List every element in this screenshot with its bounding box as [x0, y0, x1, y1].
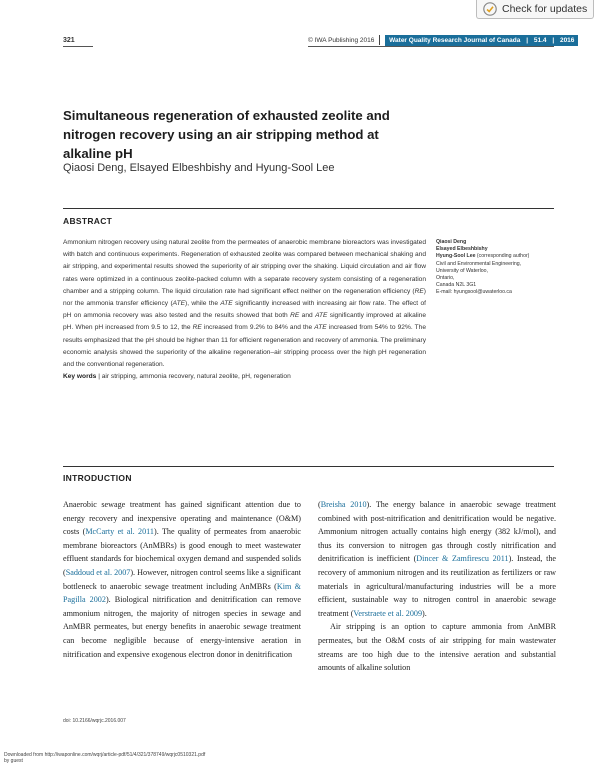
body-text: Anaerobic sewage treatment has gained significant attention due to energy recovery and inexpensive operating and maintenance (O&M) costs (	[63, 500, 301, 537]
citation-link[interactable]: Verstraete et al. 2009	[353, 608, 423, 618]
affil-name-1: Qiaosi Deng	[436, 239, 467, 245]
body-text: ). However, nitrogen control seems like a significant bottleneck to anaerobic sewage treatment including AnMBRs (	[63, 567, 301, 591]
abstract-part: ) nor the ammonia transfer efficiency (	[63, 287, 426, 308]
affil-postal: Canada N2L 3G1	[436, 282, 477, 289]
author-list: Qiaosi Deng, Elsayed Elbeshbishy and Hyung-Sool Lee	[63, 162, 335, 174]
header-rule-right	[308, 46, 554, 47]
body-text: ). Instead, the recovery of ammonium nitrogen and its reutilization as fertilizers or raw materials in agricultural/manufacturing industries will be a more efficient, sustainable way to nitrogen control in anaerobic sewage treatment (	[318, 554, 557, 618]
citation-link[interactable]: Breisha 2010	[320, 500, 367, 509]
abstract-part: increased from 54% to 92%. The results emphasized that the pH should be higher than 11 for efficient regeneration and recovery of ammonia. The preliminary economic analysis showed the superiority of the alkaline regeneration–air stripping process over the high pH regeneration and the conventional regeneration.	[63, 324, 427, 369]
affil-email[interactable]: E-mail: hyungsool@uwaterloo.ca	[436, 289, 512, 296]
affil-province: Ontario,	[436, 275, 455, 282]
citation-link[interactable]: Saddoud et al. 2007	[65, 567, 131, 577]
abstract-term: ATE	[315, 312, 328, 320]
citation-link[interactable]: McCarty et al. 2011	[85, 527, 154, 537]
abstract-part: Ammonium nitrogen recovery using natural zeolite from the permeates of anaerobic membrane bioreactors was investigated with batch and continuous experiments. Regeneration of exhausted zeolite was compared between mechanical shaking and air stripping, and experimental results showed the superiority of air stripping over the shaking. Liquid circulation and air flow rates were optimized in a continuous zeolite-packed column with a separate recovery system consisting of a regeneration chamber and a stripping column. The liquid circulation rate had significant effect neither on the regeneration efficiency (	[63, 239, 426, 295]
abstract-term: RE	[290, 312, 300, 320]
body-column-left	[63, 498, 301, 661]
citation-link[interactable]: Dincer & Zamfirescu 2011	[416, 554, 509, 564]
abstract-text	[63, 237, 426, 383]
check-for-updates-button[interactable]	[476, 0, 594, 19]
download-line-1: Downloaded from http://iwaponline.com/wqrj/article-pdf/51/4/321/378749/wqrjc0510321.pdf	[4, 752, 206, 758]
keywords	[63, 371, 426, 383]
journal-title: Water Quality Research Journal of Canada	[389, 36, 521, 44]
copyright-text: © IWA Publishing 2016	[308, 36, 375, 44]
journal-volume: 51.4	[533, 36, 547, 44]
abstract-term: ATE	[172, 300, 185, 308]
affil-name-2: Elsayed Elbeshbishy	[436, 246, 488, 253]
check-for-updates-icon	[483, 2, 497, 16]
abstract-part: significantly improved at alkaline pH. When pH increased from 9.5 to 12, the	[63, 312, 427, 332]
author-affiliation	[436, 239, 556, 297]
keywords-label: Key words	[63, 373, 97, 381]
abstract-rule	[63, 208, 554, 209]
citation-link[interactable]: Kim & Pagilla 2002	[63, 581, 302, 605]
download-line-2: by guest	[4, 758, 23, 764]
abstract-term: ATE	[314, 324, 327, 332]
body-paragraph: Air stripping is an option to capture ammonia from AnMBR permeates, but the O&M costs of air stripping for main wastewater streams are too high due to the intensive aeration and substantial amounts of alkaline solution	[318, 622, 556, 673]
abstract-heading: ABSTRACT	[63, 216, 113, 226]
journal-name: Water Quality Research Journal of Canada | 51.4 | 2016	[385, 35, 578, 46]
abstract-term: RE	[192, 324, 202, 332]
corresponding-note: (corresponding author)	[475, 253, 530, 260]
article-title: Simultaneous regeneration of exhausted zeolite and nitrogen recovery using an air stripping method at alkaline pH	[63, 108, 390, 161]
affil-university: University of Waterloo,	[436, 267, 488, 274]
body-text: ). The quality of permeates from anaerobic membrane bioreactors (AnMBRs) is good enough to meet wastewater effluent standards for biochemical oxygen demand and suspended solids (	[63, 527, 302, 577]
header-divider	[379, 35, 380, 45]
page-number: 321	[63, 37, 75, 44]
introduction-rule	[63, 466, 554, 467]
abstract-term: ATE	[220, 300, 233, 308]
keywords-list: | air stripping, ammonia recovery, natural zeolite, pH, regeneration	[98, 373, 291, 381]
check-for-updates-label: Check for updates	[502, 3, 588, 15]
abstract-part: ), while the	[185, 300, 221, 308]
introduction-heading: INTRODUCTION	[63, 473, 132, 483]
abstract-part: significantly increased with increasing air flow rate. The effect of pH on ammonia recovery was also tested and the results showed that both	[63, 300, 426, 320]
abstract-part: and	[299, 312, 316, 320]
affil-name-3: Hyung-Sool Lee	[436, 253, 476, 260]
journal-year: 2016	[559, 36, 575, 44]
running-header	[308, 33, 578, 47]
body-text: ).	[422, 608, 427, 618]
body-column-right: (Breisha 2010). The energy balance in anaerobic sewage treatment combined with post-nitrification and denitrification would be negative. Ammonium nitrogen actually contains high energy (382 kJ/mol), and thus its conversion to nitrogen gas through costly nitrification and denitrification is inefficient (Dincer & Zamfirescu 2011). Instead, the recovery of ammonium nitrogen and its reutilization as fertilizers or raw materials in agricultural/manufacturing industries will be a more efficient, sustainable way to nitrogen control in anaerobic sewage treatment (Verstraete et al. 2009). Air stripping is an option to capture ammonia from AnMBR permeates, but the O&M costs of air stripping for main wastewater streams are too high due to the intensive aeration and substantial amounts of alkaline solution	[318, 498, 556, 675]
abstract-part: increased from 9.2% to 84% and the	[201, 324, 315, 332]
download-notice	[4, 752, 205, 764]
doi-text[interactable]: doi: 10.2166/wqrjc.2016.007	[63, 718, 126, 724]
body-text: ). Biological nitrification and denitrification can remove ammonium nitrogen, the majority of nitrogen species in sewage and AnMBR permeates, but energy benefits in anaerobic sewage treatment can become negligible because of energy-intensive aeration in nitrification and expensive exogenous electron donor in denitrification	[63, 595, 301, 659]
header-rule-left	[63, 46, 93, 47]
affil-dept: Civil and Environmental Engineering,	[436, 260, 522, 267]
body-text: ). The energy balance in anaerobic sewage treatment combined with post-nitrification and denitrification would be negative. Ammonium nitrogen actually contains high energy (382 kJ/mol), and thus its conversion to nitrogen gas through costly nitrification and denitrification is inefficient (	[318, 500, 556, 564]
abstract-term: RE	[414, 287, 424, 295]
